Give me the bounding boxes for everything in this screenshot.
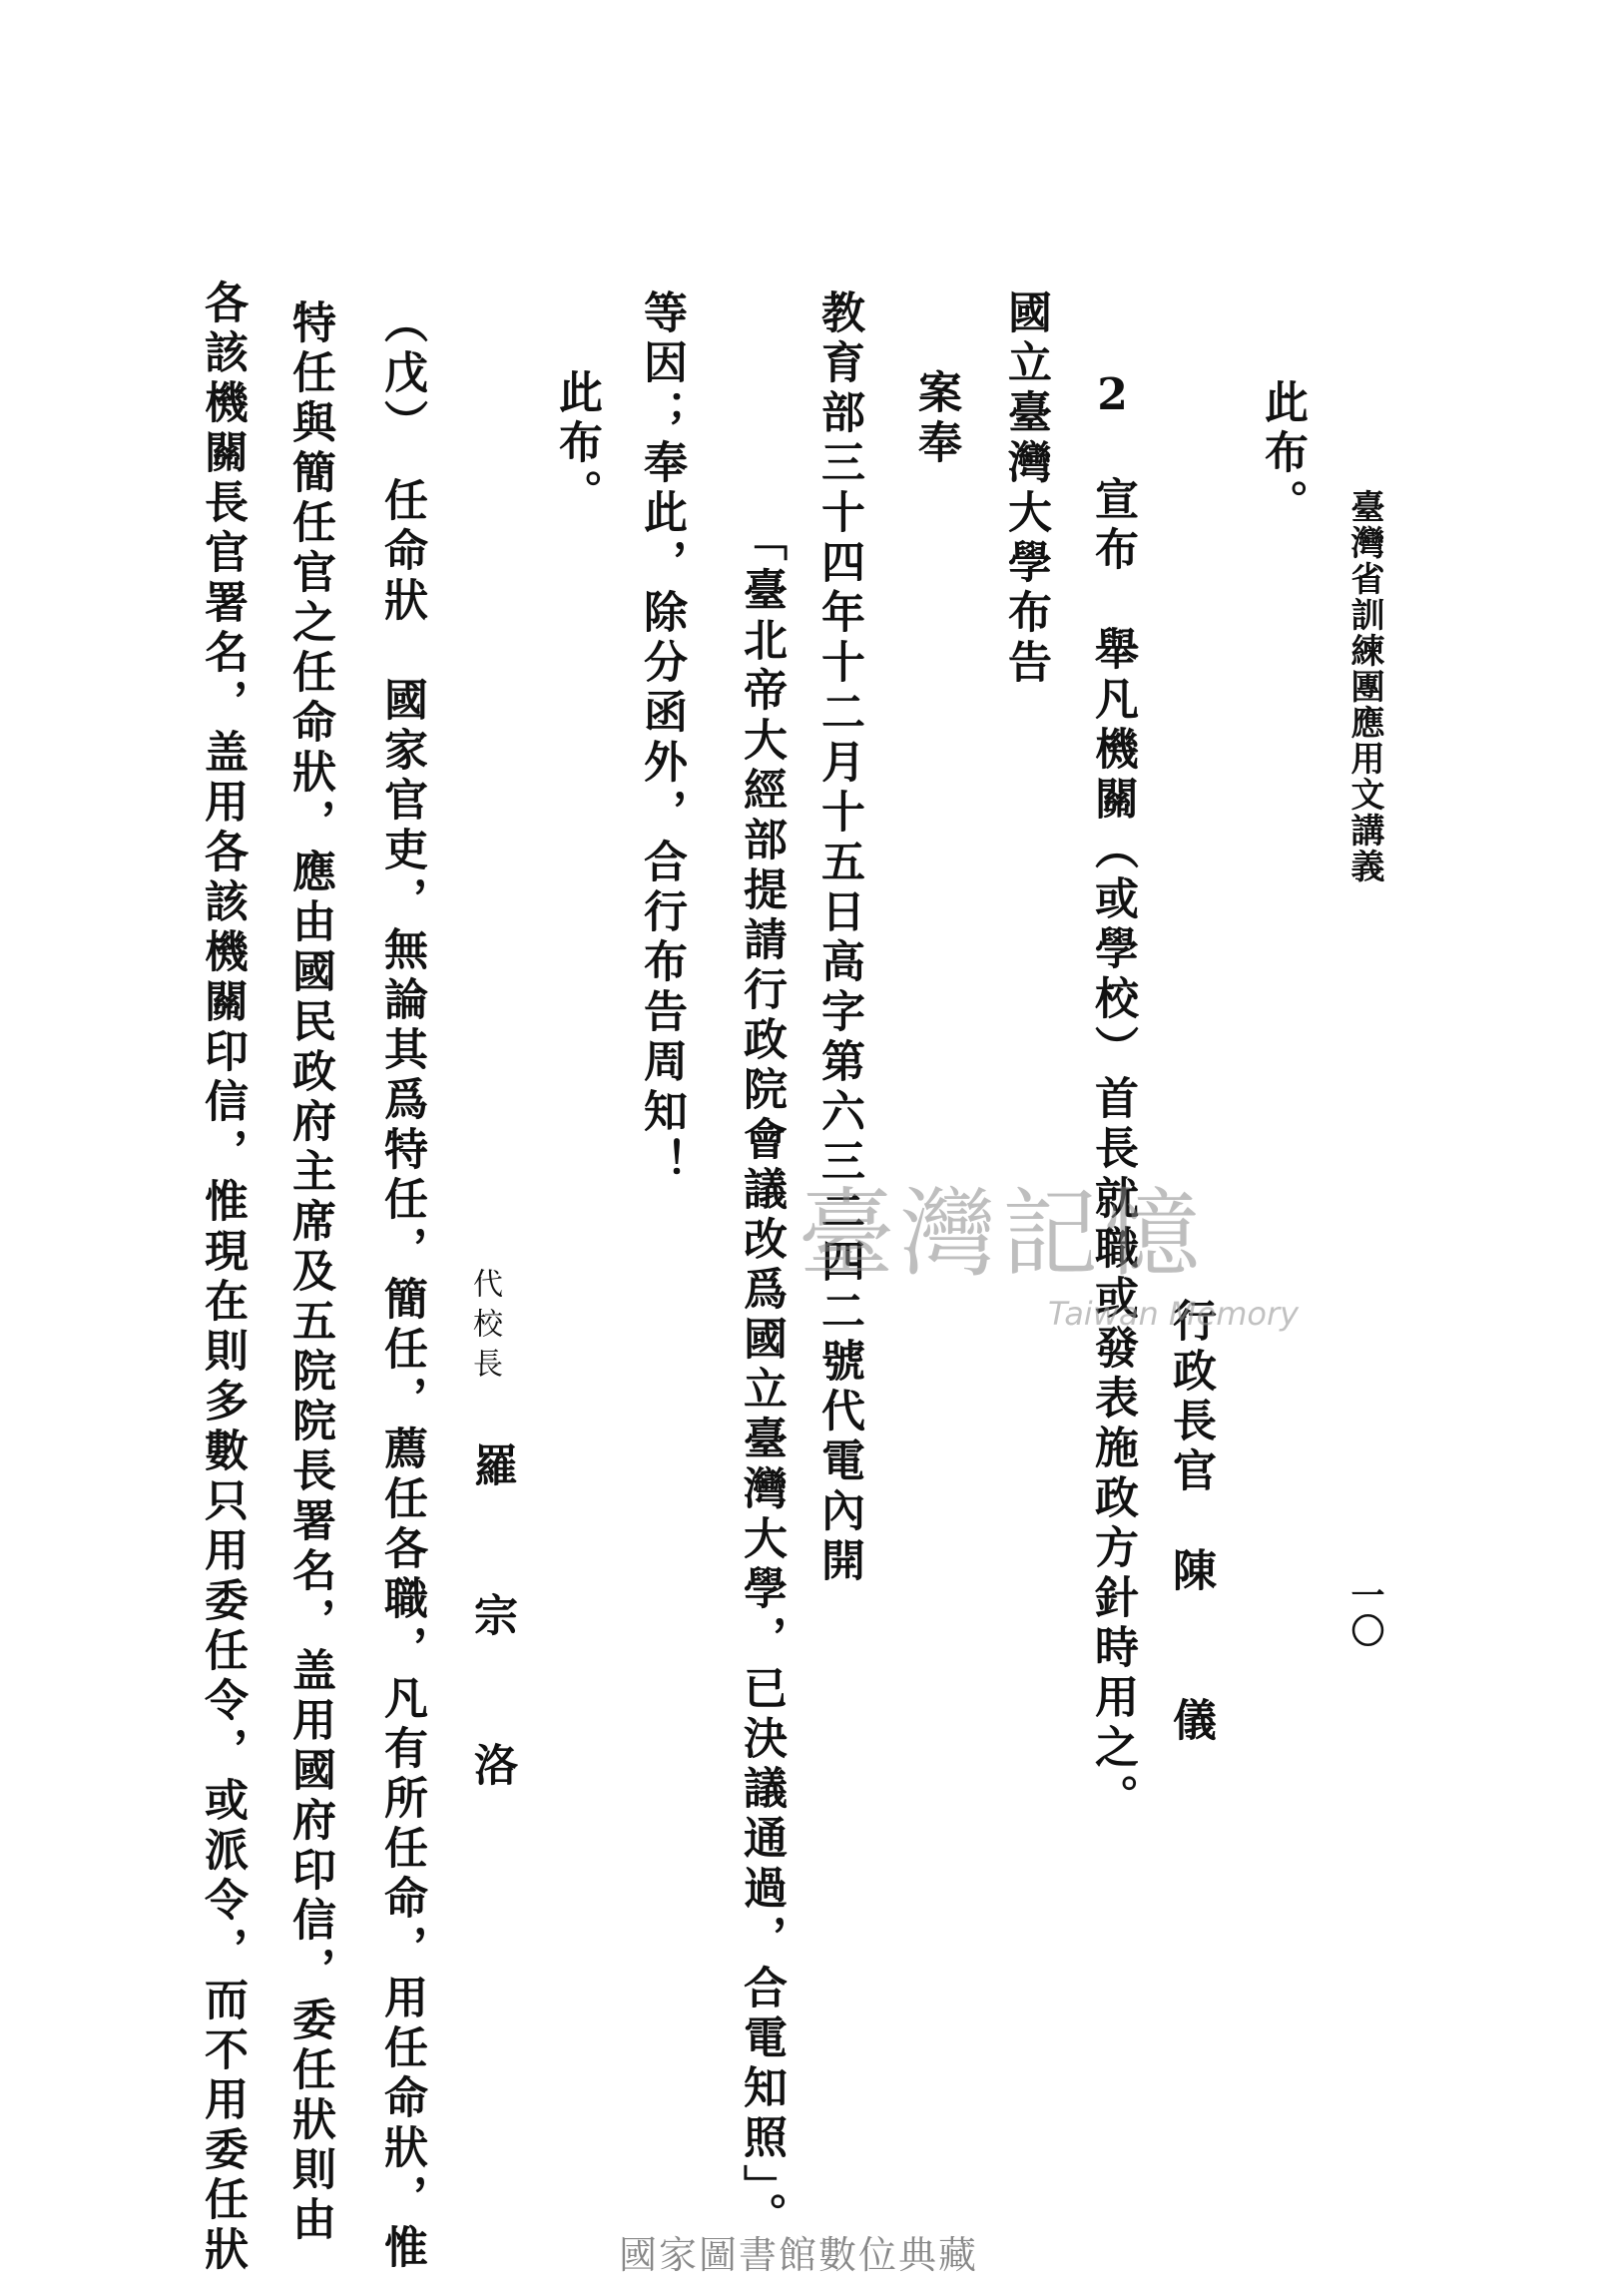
watermark — [798, 1158, 1299, 1333]
watermark-chinese: 臺灣記憶 — [798, 1178, 1206, 1290]
signature-line-governor: 行政長官 陳 儀 — [1165, 1298, 1216, 1747]
text-column-4: 案奉 — [910, 369, 961, 469]
page-number: 一〇 — [1344, 1577, 1384, 1649]
text-column-7: 等因；奉此，除分函外，合行布告周知！ — [636, 289, 687, 1188]
text-column-11: 特任與簡任官之任命狀，應由國民政府主席及五院院長署名，盖用國府印信，委任狀則由 — [284, 299, 335, 2246]
text-column-8: 此布。 — [551, 369, 602, 519]
text-column-10: （戊） 任命狀 國家官吏，無論其爲特任，簡任，薦任各職，凡有所任命，用任命狀，惟 — [376, 299, 427, 2274]
signature-title: 代校長 — [467, 1268, 502, 1388]
running-header: 臺灣省訓練團應用文講義 — [1344, 489, 1384, 884]
text-column-5: 教育部三十四年十二月十五日高字第六三二四二號代電內開 — [813, 289, 864, 1587]
text-column-1: 此布。 — [1257, 379, 1308, 529]
text-column-6: 「臺北帝大經部提請行政院會議改爲國立臺灣大學，已決議通過，合電知照」。 — [736, 517, 787, 2242]
text-column-12: 各該機關長官署名，盖用各該機關印信，惟現在則多數只用委任令，或派令，而不用委任狀 — [197, 280, 248, 2276]
text-column-3: 國立臺灣大學布告 — [1000, 289, 1051, 689]
text-column-2: 2 宣布 舉凡機關（或學校）首長就職或發表施政方針時用之。 — [1087, 369, 1138, 1824]
footer-credit: 國家圖書館數位典藏 — [618, 2233, 978, 2277]
watermark-english: Taiwan Memory — [1048, 1295, 1300, 1333]
signature-name: 羅 宗 洛 — [466, 1442, 517, 1792]
